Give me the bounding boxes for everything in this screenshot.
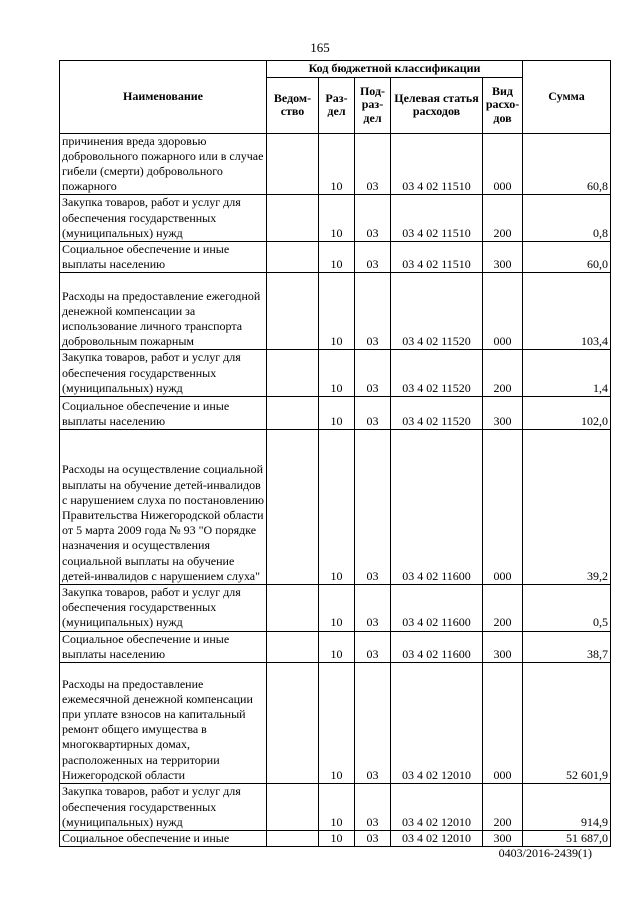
row-sum: 0,5: [523, 584, 611, 631]
table-row: [60, 783, 611, 830]
row-name: Расходы на предоставление ежемесячной денежной компенсации при уплате взносов на капитальный ремонт общего имущества в многоквартирных домах, расположенных на территории Нижегородской области: [60, 662, 267, 783]
row-name: Расходы на осуществление социальной выплаты на обучение детей-инвалидов с нарушением слуха по постановлению Правительства Нижегородской области от 5 марта 2009 года № 93 "О порядке назначения и осуществления социальной выплаты на обучение детей-инвалидов с нарушением слуха": [60, 429, 267, 584]
row-dept: [267, 350, 319, 397]
row-section: 10: [319, 631, 355, 662]
header-section: Раз-дел: [319, 77, 355, 133]
row-subsection: 03: [355, 241, 391, 272]
budget-table: [59, 60, 611, 847]
row-sum: 52 601,9: [523, 662, 611, 783]
row-dept: [267, 783, 319, 830]
row-dept: [267, 631, 319, 662]
row-target: 03 4 02 11510: [391, 195, 483, 242]
row-section: 10: [319, 429, 355, 584]
row-subsection: 03: [355, 429, 391, 584]
row-name: Социальное обеспечение и иные выплаты населению: [60, 631, 267, 662]
row-type: 200: [483, 783, 523, 830]
row-type: 000: [483, 133, 523, 195]
row-section: 10: [319, 830, 355, 846]
row-sum: 60,0: [523, 241, 611, 272]
row-subsection: 03: [355, 830, 391, 846]
row-name: Закупка товаров, работ и услуг для обеспечения государственных (муниципальных) нужд: [60, 783, 267, 830]
row-subsection: 03: [355, 273, 391, 350]
row-section: 10: [319, 350, 355, 397]
document-code: 0403/2016-2439(1): [498, 846, 592, 860]
row-dept: [267, 133, 319, 195]
row-dept: [267, 273, 319, 350]
row-target: 03 4 02 12010: [391, 783, 483, 830]
row-subsection: 03: [355, 783, 391, 830]
table-row: [60, 584, 611, 631]
row-target: 03 4 02 11510: [391, 241, 483, 272]
table-row: [60, 195, 611, 242]
row-dept: [267, 584, 319, 631]
row-type: 200: [483, 350, 523, 397]
row-name: Социальное обеспечение и иные выплаты населению: [60, 241, 267, 272]
row-section: 10: [319, 396, 355, 429]
row-target: 03 4 02 12010: [391, 830, 483, 846]
row-name: Закупка товаров, работ и услуг для обеспечения государственных (муниципальных) нужд: [60, 584, 267, 631]
row-target: 03 4 02 11600: [391, 584, 483, 631]
row-type: 000: [483, 662, 523, 783]
header-type: Вид расхо-дов: [483, 77, 523, 133]
row-subsection: 03: [355, 631, 391, 662]
header-classification-code: Код бюджетной классификации: [267, 61, 523, 78]
header-sum: Сумма: [523, 61, 611, 134]
row-subsection: 03: [355, 662, 391, 783]
row-name: Закупка товаров, работ и услуг для обеспечения государственных (муниципальных) нужд: [60, 350, 267, 397]
row-type: 000: [483, 429, 523, 584]
row-section: 10: [319, 195, 355, 242]
row-section: 10: [319, 783, 355, 830]
row-sum: 0,8: [523, 195, 611, 242]
row-subsection: 03: [355, 133, 391, 195]
row-name: Расходы на предоставление ежегодной денежной компенсации за использование личного транспорта добровольным пожарным: [60, 273, 267, 350]
row-dept: [267, 195, 319, 242]
header-name: Наименование: [60, 61, 267, 134]
row-name: Закупка товаров, работ и услуг для обеспечения государственных (муниципальных) нужд: [60, 195, 267, 242]
table-row: [60, 429, 611, 584]
header-dept: Ведом-ство: [267, 77, 319, 133]
table-row: [60, 133, 611, 195]
row-subsection: 03: [355, 195, 391, 242]
row-target: 03 4 02 11520: [391, 350, 483, 397]
row-type: 300: [483, 631, 523, 662]
row-dept: [267, 662, 319, 783]
row-dept: [267, 830, 319, 846]
table-row: [60, 241, 611, 272]
row-name: Социальное обеспечение и иные выплаты населению: [60, 396, 267, 429]
row-sum: 103,4: [523, 273, 611, 350]
row-subsection: 03: [355, 350, 391, 397]
row-section: 10: [319, 241, 355, 272]
row-section: 10: [319, 133, 355, 195]
row-type: 300: [483, 830, 523, 846]
row-type: 200: [483, 195, 523, 242]
row-name: Социальное обеспечение и иные: [60, 830, 267, 846]
row-type: 300: [483, 396, 523, 429]
table-row: [60, 396, 611, 429]
row-target: 03 4 02 11520: [391, 396, 483, 429]
row-dept: [267, 396, 319, 429]
row-type: 300: [483, 241, 523, 272]
row-sum: 38,7: [523, 631, 611, 662]
header-target: Целевая статья расходов: [391, 77, 483, 133]
row-sum: 51 687,0: [523, 830, 611, 846]
row-section: 10: [319, 584, 355, 631]
row-section: 10: [319, 662, 355, 783]
table-row: [60, 631, 611, 662]
table-row: [60, 350, 611, 397]
row-subsection: 03: [355, 396, 391, 429]
row-dept: [267, 429, 319, 584]
row-sum: 60,8: [523, 133, 611, 195]
row-target: 03 4 02 11520: [391, 273, 483, 350]
row-sum: 1,4: [523, 350, 611, 397]
row-sum: 914,9: [523, 783, 611, 830]
row-sum: 39,2: [523, 429, 611, 584]
row-subsection: 03: [355, 584, 391, 631]
row-target: 03 4 02 11600: [391, 631, 483, 662]
row-dept: [267, 241, 319, 272]
row-type: 000: [483, 273, 523, 350]
header-subsection: Под-раз-дел: [355, 77, 391, 133]
row-target: 03 4 02 11600: [391, 429, 483, 584]
row-target: 03 4 02 12010: [391, 662, 483, 783]
table-row: [60, 273, 611, 350]
page-number: 165: [310, 40, 330, 55]
row-sum: 102,0: [523, 396, 611, 429]
row-name: причинения вреда здоровью добровольного пожарного или в случае гибели (смерти) добровольного пожарного: [60, 133, 267, 195]
table-row: [60, 830, 611, 846]
table-row: [60, 662, 611, 783]
row-type: 200: [483, 584, 523, 631]
row-target: 03 4 02 11510: [391, 133, 483, 195]
row-section: 10: [319, 273, 355, 350]
